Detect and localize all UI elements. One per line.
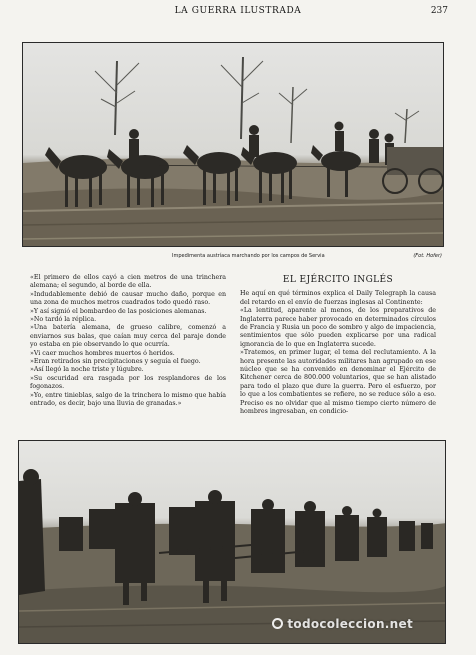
paragraph: »Así llegó la noche triste y lúgubre. — [30, 366, 144, 374]
photo-caption — [22, 252, 442, 262]
page-header — [22, 6, 454, 20]
paragraph: He aquí en qué términos explica el Daily Telegraph la causa del retardo en el envío de fuerzas inglesas al Continente: — [240, 290, 436, 306]
watermark — [272, 617, 413, 631]
paragraph: »Indudablemente debió de causar mucho daño, porque en una zona de muchos metros cuadrados todo quedó raso. — [30, 290, 226, 307]
paragraph: »Tratemos, en primer lugar, el tema del reclutamiento. A la hora presente las autoridades militares han agrupado en ese núcleo que se ha convenido en denominar el Ejército de Kitchener cerca de 800.000 voluntarios, que se han alistado para todo el plazo que dure la guerra. Pero el esfuerzo, por lo que a los combatientes se refiere, no se reduce sólo a eso. Preciso es no olvidar que al mismo tiempo cierto número de hombres ingresaban, en condicio- — [240, 349, 436, 416]
paragraph: »Y así signió el bombardeo de las posiciones alemanas. — [30, 307, 207, 315]
paragraph: »Su oscuridad era rasgada por los resplandores de los fogonazos. — [30, 374, 226, 391]
paragraph: »No tardó la réplica. — [30, 316, 97, 324]
paragraph: «La lentitud, aparente al menos, de los preparativos de Inglaterra parece haber provocado en determinados círculos de Francia y Rusia un poco de sombro y algo de impaciencia, sentimientos que sólo pueden explicarse por una radical ignorancia de lo que en Inglaterra sucede. — [240, 307, 436, 348]
section-title: EL EJÉRCITO INGLÉS — [282, 275, 394, 285]
photo-credit: (Fot. Hofer) — [413, 253, 442, 259]
article-column-right — [240, 276, 436, 417]
article-column-left — [30, 274, 226, 409]
photo-austrian-baggage-train — [22, 42, 444, 247]
paragraph: «El primero de ellos cayó a cien metros de una trinchera alemana; el segundo, al borde de ella. — [30, 274, 226, 290]
paragraph: »Una batería alemana, de grueso calibre, comenzó a enviarnos sus balas, que caían muy cerca del paraje donde yo estaba en pie observando lo que ocurría. — [30, 324, 226, 349]
page-number: 237 — [430, 6, 448, 16]
paragraph: »Yo, entre tinieblas, salgo de la trinchera lo mismo que había entrado, es decir, bajo una lluvia de granadas.» — [30, 391, 226, 408]
watermark-logo-icon — [272, 618, 283, 629]
publication-title: LA GUERRA ILUSTRADA — [174, 6, 302, 16]
paragraph: »Eran retirados sin precipitaciones y seguía el fuego. — [30, 358, 201, 366]
caption-text: Impedimenta austríaca marchando por los campos de Servia — [172, 253, 325, 259]
watermark-text: todocoleccion.net — [287, 617, 413, 631]
photo-infantry-marching — [18, 440, 446, 644]
paragraph: »Vi caer muchos hombres muertos ó heridos. — [30, 349, 175, 357]
